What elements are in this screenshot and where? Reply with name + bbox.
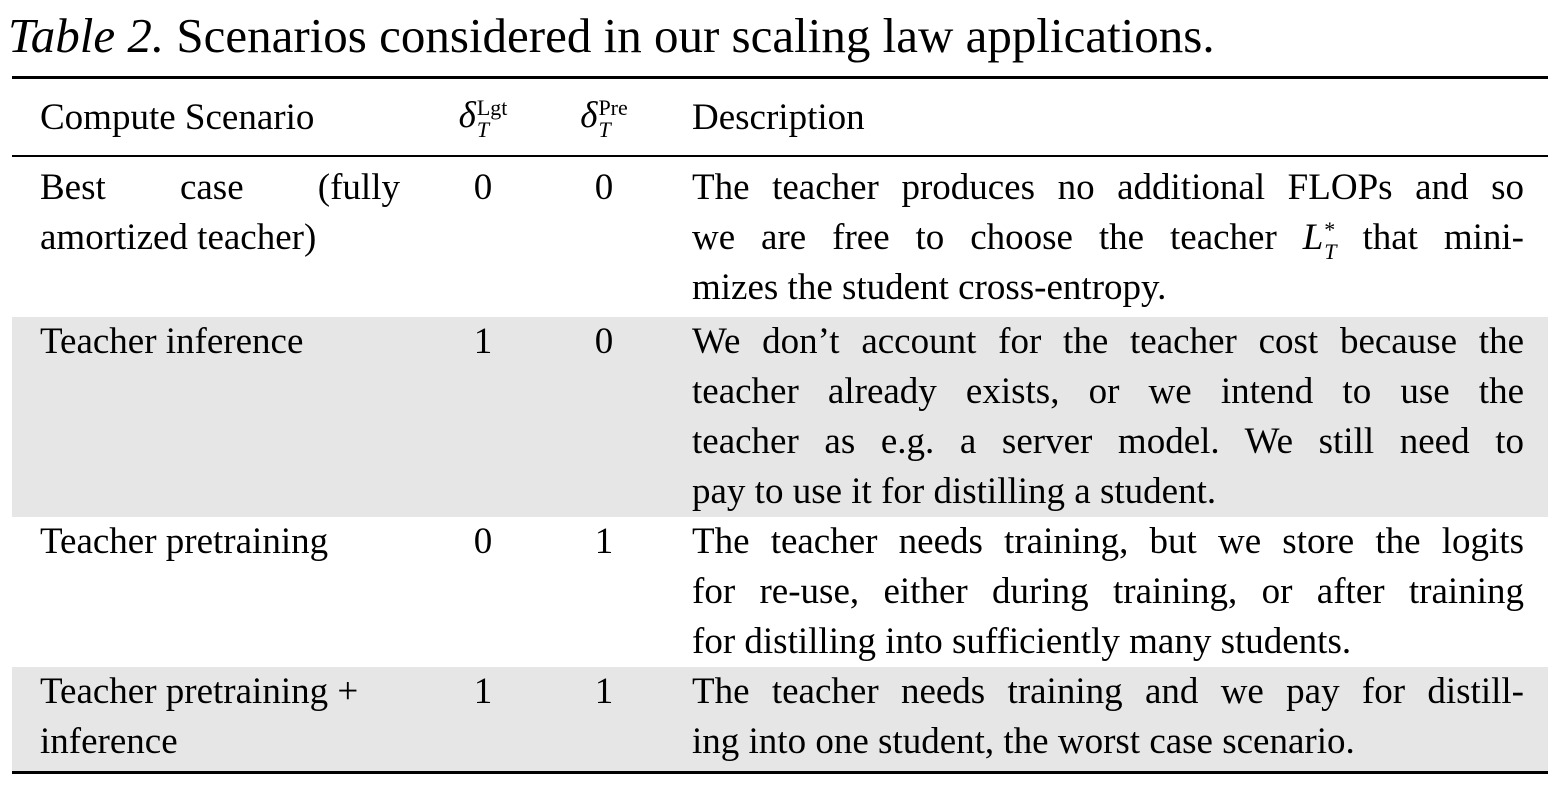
teacher-loss-symbol: L * T — [1302, 216, 1337, 264]
scenario-cell: Teacher pretraining + inference — [40, 671, 359, 762]
lgt-cell: 1 — [473, 671, 493, 712]
description-cell: We don’t account for the teacher cost because the teacher already exists, or we intend to use the teacher as e.g. a server model. We still need to pay to use it for distilling a student. — [692, 321, 1524, 512]
header-row — [12, 79, 1548, 155]
lgt-cell: 0 — [473, 521, 493, 562]
lgt-cell: 1 — [473, 321, 493, 362]
table-caption — [8, 6, 1215, 66]
table-row — [12, 667, 1548, 771]
description-cell: The teacher needs training and we pay for distill- ing into one student, the worst case scenario. — [692, 671, 1524, 762]
pre-cell: 0 — [594, 321, 614, 362]
pre-cell: 0 — [594, 167, 614, 208]
description-cell: The teacher produces no additional FLOPs and so we are free to choose the teacher L * T that mini- mizes the student cross-entropy. — [692, 167, 1525, 308]
header-delta-lgt: δ Lgt T — [458, 94, 508, 142]
header-scenario: Compute Scenario — [40, 97, 315, 138]
lgt-cell: 0 — [473, 167, 493, 208]
table-row — [12, 317, 1548, 517]
caption-label: Table 2. — [8, 8, 165, 63]
bottom-rule — [12, 771, 1548, 774]
scenario-cell: Teacher pretraining — [40, 521, 329, 562]
description-cell: The teacher needs training, but we store the logits for re-use, either during training, or after training for distilling into sufficiently many students. — [692, 521, 1524, 662]
header-description: Description — [692, 97, 865, 138]
pre-cell: 1 — [594, 521, 614, 562]
header-delta-pre: δ Pre T — [580, 94, 628, 142]
scenario-cell: Teacher inference — [40, 321, 304, 362]
pre-cell: 1 — [594, 671, 614, 712]
table-row — [12, 157, 1548, 317]
scenarios-table — [12, 76, 1548, 774]
table-row — [12, 517, 1548, 667]
caption-text: Scenarios considered in our scaling law applications. — [176, 8, 1215, 63]
scenario-cell: Best case (fully amortized teacher) — [40, 167, 400, 258]
